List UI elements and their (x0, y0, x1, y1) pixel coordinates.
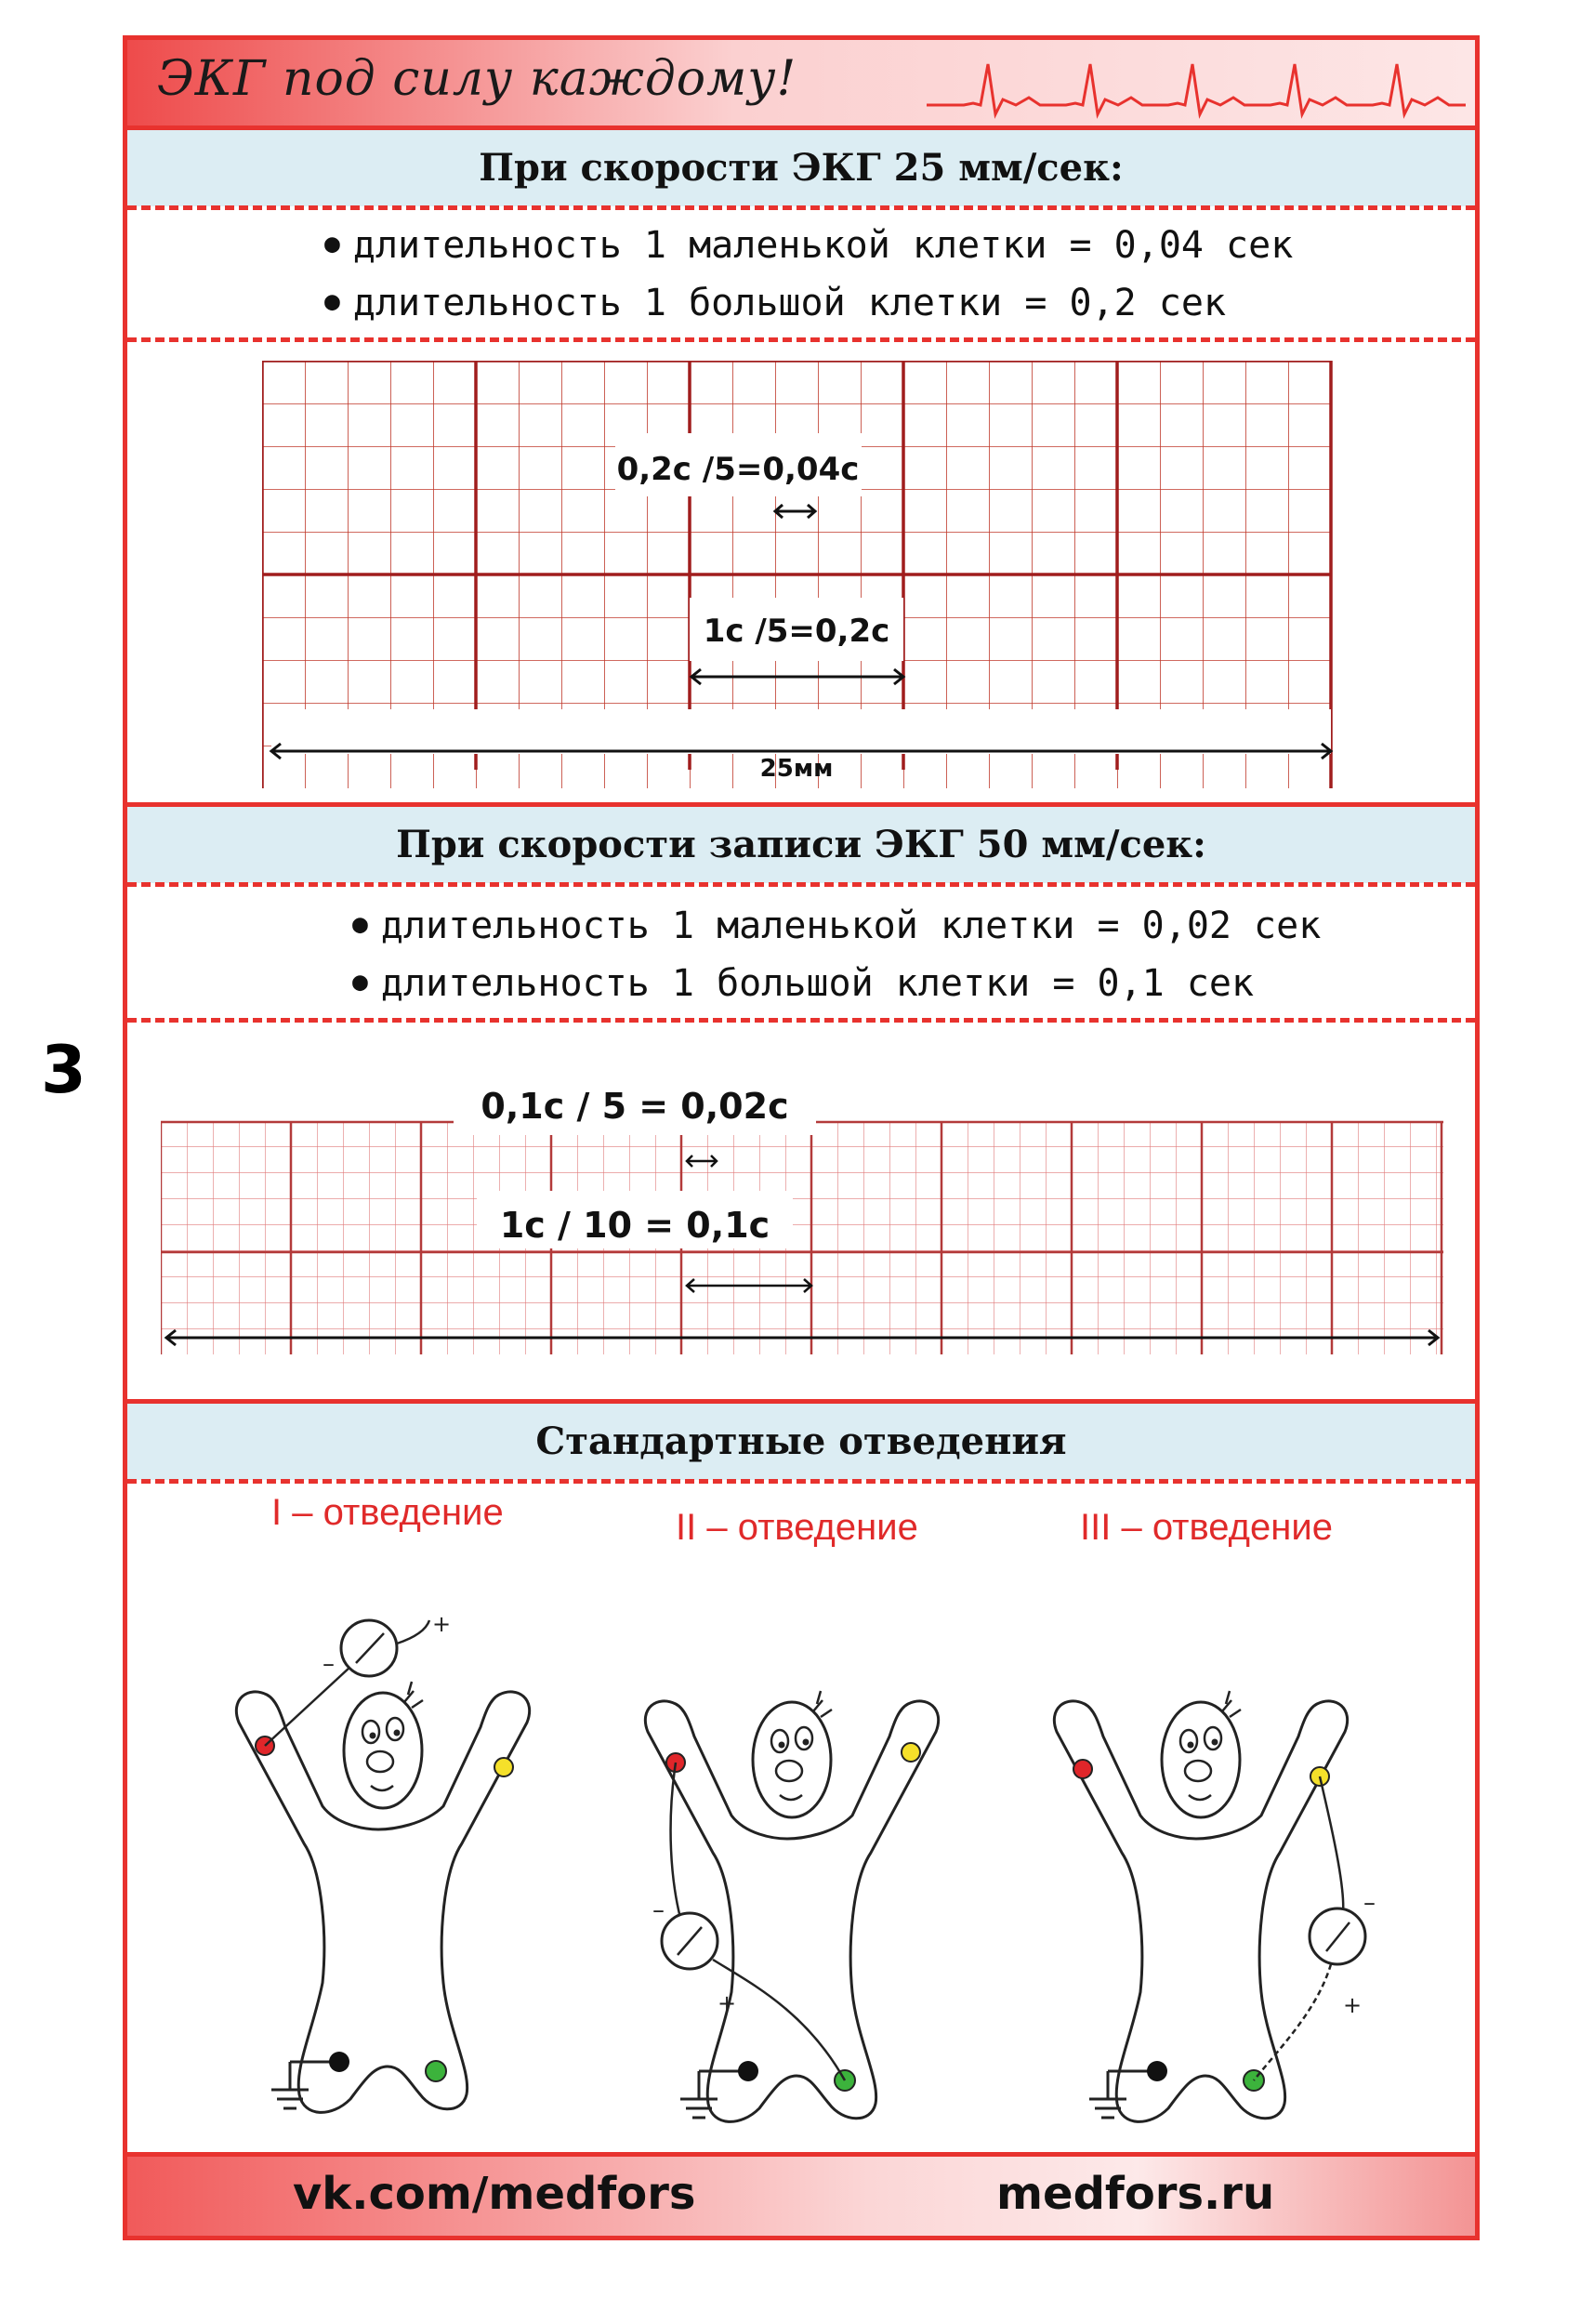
section3-heading: Стандартные отведения (535, 1419, 1067, 1463)
ecg-info-card (123, 35, 1480, 2240)
big-cell-label-25: 1с /5=0,2с (703, 613, 890, 650)
svg-text:–: – (652, 1896, 665, 1924)
section1-heading: При скорости ЭКГ 25 мм/сек: (479, 146, 1124, 190)
footer (127, 2152, 1475, 2240)
divider (127, 882, 1475, 887)
lead-1-figure (236, 1611, 529, 2112)
width-label-25: 25мм (759, 755, 834, 783)
svg-text:+: + (432, 1611, 452, 1637)
section2-heading: При скорости записи ЭКГ 50 мм/сек: (396, 823, 1206, 866)
lead-2-figure (645, 1691, 938, 2121)
section3-header (127, 1404, 1475, 1480)
footer-site-link[interactable]: medfors.ru (996, 2168, 1275, 2220)
page-number: 3 (41, 1032, 86, 1108)
electrode-black (329, 2052, 349, 2072)
section2-bullet: ● длительность 1 маленькой клетки = 0,02 сек (352, 905, 1321, 947)
small-cell-label-50: 0,1с / 5 = 0,02с (481, 1086, 789, 1127)
electrode-black (738, 2061, 758, 2081)
section1-header (127, 130, 1475, 206)
section2-bullet: ● длительность 1 большой клетки = 0,1 сек (352, 962, 1254, 1005)
lead-3-figure (1054, 1691, 1376, 2121)
small-cell-label-25: 0,2с /5=0,04с (616, 451, 860, 488)
divider (127, 205, 1475, 210)
divider (127, 337, 1475, 342)
section1-bullet: ● длительность 1 маленькой клетки = 0,04 сек (324, 224, 1293, 267)
standard-leads-illustration (165, 1546, 1447, 2141)
ecg-grid-25 (262, 361, 1377, 788)
section1-bullet: ● длительность 1 большой клетки = 0,2 сек (324, 282, 1226, 324)
electrode-black (1147, 2061, 1167, 2081)
lead-1-label: I – отведение (271, 1492, 504, 1533)
footer-vk-link[interactable]: vk.com/medfors (293, 2168, 696, 2220)
page-title: ЭКГ под силу каждому! (157, 51, 797, 107)
big-cell-label-50: 1с / 10 = 0,1с (499, 1205, 770, 1246)
svg-text:–: – (1363, 1889, 1376, 1917)
svg-text:–: – (323, 1650, 335, 1678)
electrode-yellow (494, 1758, 513, 1776)
divider (127, 1479, 1475, 1484)
title-bar (127, 40, 1475, 130)
divider (127, 1018, 1475, 1023)
svg-text:+: + (1343, 1992, 1363, 2018)
lead-3-label: III – отведение (1080, 1507, 1333, 1548)
electrode-green (426, 2061, 446, 2081)
svg-text:+: + (718, 1990, 737, 2016)
lead-2-label: II – отведение (676, 1507, 918, 1548)
electrode-yellow (902, 1743, 920, 1762)
section2-header (127, 807, 1475, 883)
electrode-red (1073, 1760, 1092, 1778)
ecg-grid-50 (161, 1042, 1443, 1395)
ecg-trace-icon (927, 57, 1466, 122)
